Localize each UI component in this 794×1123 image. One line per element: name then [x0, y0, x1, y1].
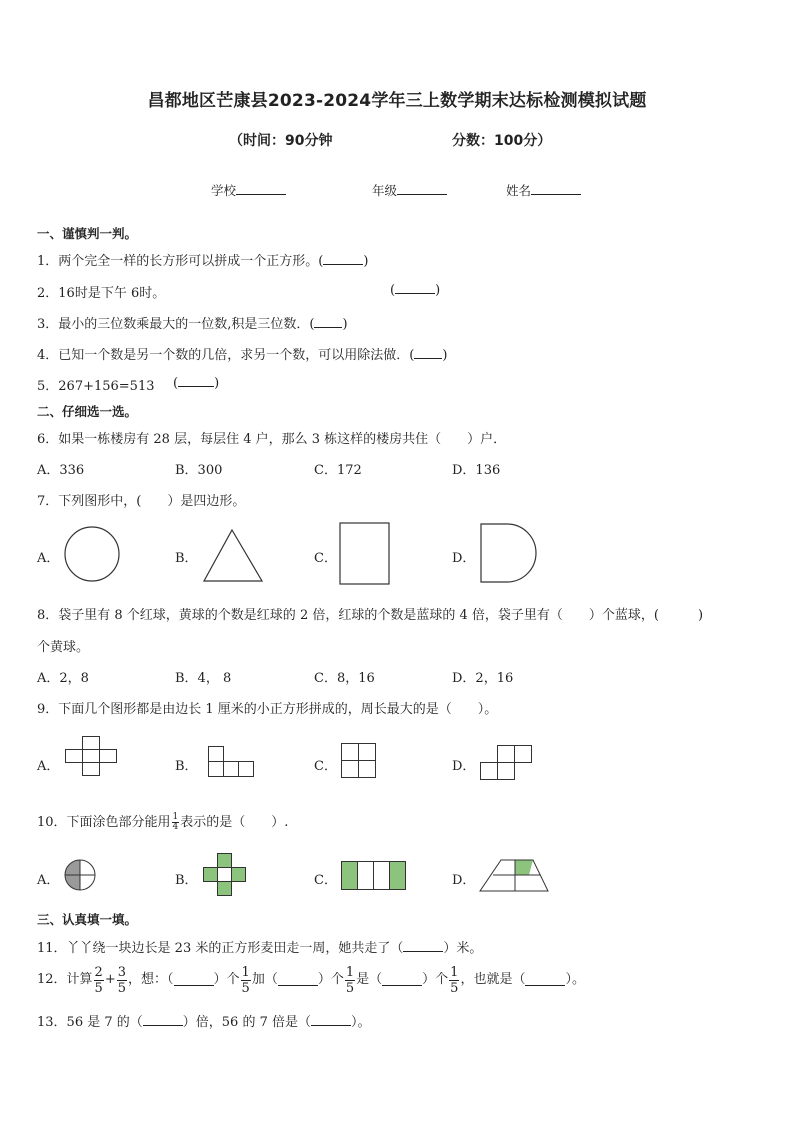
q6-option-b: B．300: [175, 463, 223, 478]
q9-option-a: A．: [37, 759, 60, 774]
exam-time: （时间：90分钟: [229, 133, 333, 149]
question-8: 8．袋子里有 8 个红球，黄球的个数是红球的 2 倍，红球的个数是蓝球的 4 倍，袋子里有（ ）个蓝球，( ): [37, 608, 704, 623]
q6-option-a: A．336: [37, 463, 85, 478]
q10-option-a: A．: [37, 873, 60, 888]
q7-option-c: C．: [314, 551, 337, 566]
rectangle-figure: [339, 522, 391, 586]
question-2-answer: ( ): [390, 283, 441, 298]
square-grid-figure: [341, 743, 377, 779]
fraction-one-fifth: $\frac{1}{5}$: [345, 964, 355, 996]
d-shape-figure: [480, 523, 538, 585]
shaded-trapezoid-figure: [479, 859, 551, 893]
question-5: 5．267+156=513: [37, 379, 155, 394]
q8-option-c: C．8，16: [314, 671, 375, 686]
fraction-one-fifth: $\frac{1}{5}$: [450, 964, 459, 996]
q8-option-d: D．2，16: [452, 671, 514, 686]
one-quarter-fraction: $\frac{1}{4}$: [172, 812, 179, 832]
fraction-two-fifths: $\frac{2}{5}$: [94, 964, 103, 996]
name-label: 姓名: [506, 183, 532, 198]
fraction-one-fifth: $\frac{1}{5}$: [241, 964, 250, 996]
circle-figure: [64, 526, 122, 584]
grade-label: 年级: [372, 183, 398, 198]
section-2-title: 二、仔细选一选。: [37, 404, 138, 419]
grade-field: [372, 181, 447, 199]
name-field: [506, 181, 581, 199]
fraction-three-fifths: $\frac{3}{5}$: [117, 964, 127, 996]
q7-option-d: D．: [452, 551, 476, 566]
q9-option-b: B．: [175, 759, 198, 774]
exam-score: 分数：100分）: [452, 133, 552, 149]
question-10: 10．下面涂色部分能用 $\frac{1}{4}$ 表示的是（ ）.: [37, 812, 289, 832]
q6-option-d: D．136: [452, 463, 501, 478]
page-title: 昌都地区芒康县2023-2024学年三上数学期末达标检测模拟试题: [147, 91, 647, 111]
cross-grid-figure: [65, 736, 119, 776]
question-1: 1．两个完全一样的长方形可以拼成一个正方形。( ): [37, 254, 369, 269]
q8-option-b: B．4， 8: [175, 671, 232, 686]
section-3-title: 三、认真填一填。: [37, 912, 138, 927]
question-2: 2．16时是下午 6时。: [37, 286, 166, 301]
l-grid-figure: [208, 746, 258, 778]
question-5-answer: ( ): [173, 376, 220, 391]
question-3: 3．最小的三位数乘最大的一位数,积是三位数．( ): [37, 317, 348, 332]
question-12: 12．计算 $\frac{2}{5}$ + $\frac{3}{5}$ ，想：（ ）个 $\frac{1}{5}$ 加（ ）个 $\frac{1}{5}$ 是（ ）个 $\frac{1}{5}$ ，也就是（ ）。: [37, 964, 585, 996]
school-label: 学校: [211, 183, 237, 198]
q6-option-c: C．172: [314, 463, 362, 478]
shaded-bar-figure: [341, 861, 409, 891]
question-8-cont: 个黄球。: [37, 640, 90, 655]
q10-option-b: B．: [175, 873, 198, 888]
shaded-circle-figure: [64, 859, 98, 893]
q10-option-d: D．: [452, 873, 476, 888]
question-4: 4．已知一个数是另一个数的几倍，求另一个数，可以用除法做．( ): [37, 348, 448, 363]
section-1-title: 一、谨慎判一判。: [37, 226, 138, 241]
step-grid-figure: [480, 745, 534, 781]
question-13: 13．56 是 7 的（ ）倍，56 的 7 倍是（ ）。: [37, 1015, 371, 1030]
question-6: 6．如果一栋楼房有 28 层，每层住 4 户，那么 3 栋这样的楼房共住（ ）户．: [37, 432, 507, 447]
triangle-figure: [202, 528, 264, 584]
q9-option-d: D．: [452, 759, 476, 774]
q8-option-a: A．2，8: [37, 671, 89, 686]
q10-option-c: C．: [314, 873, 337, 888]
question-9: 9．下面几个图形都是由边长 1 厘米的小正方形拼成的，周长最大的是（ ）。: [37, 702, 498, 717]
school-field: [211, 181, 286, 199]
shaded-cross-figure: [203, 853, 247, 897]
q9-option-c: C．: [314, 759, 337, 774]
q7-option-b: B．: [175, 551, 198, 566]
question-7: 7．下列图形中，( ）是四边形。: [37, 494, 246, 509]
q7-option-a: A．: [37, 551, 60, 566]
question-11: 11．丫丫绕一块边长是 23 米的正方形麦田走一周，她共走了（ ）米。: [37, 941, 483, 956]
